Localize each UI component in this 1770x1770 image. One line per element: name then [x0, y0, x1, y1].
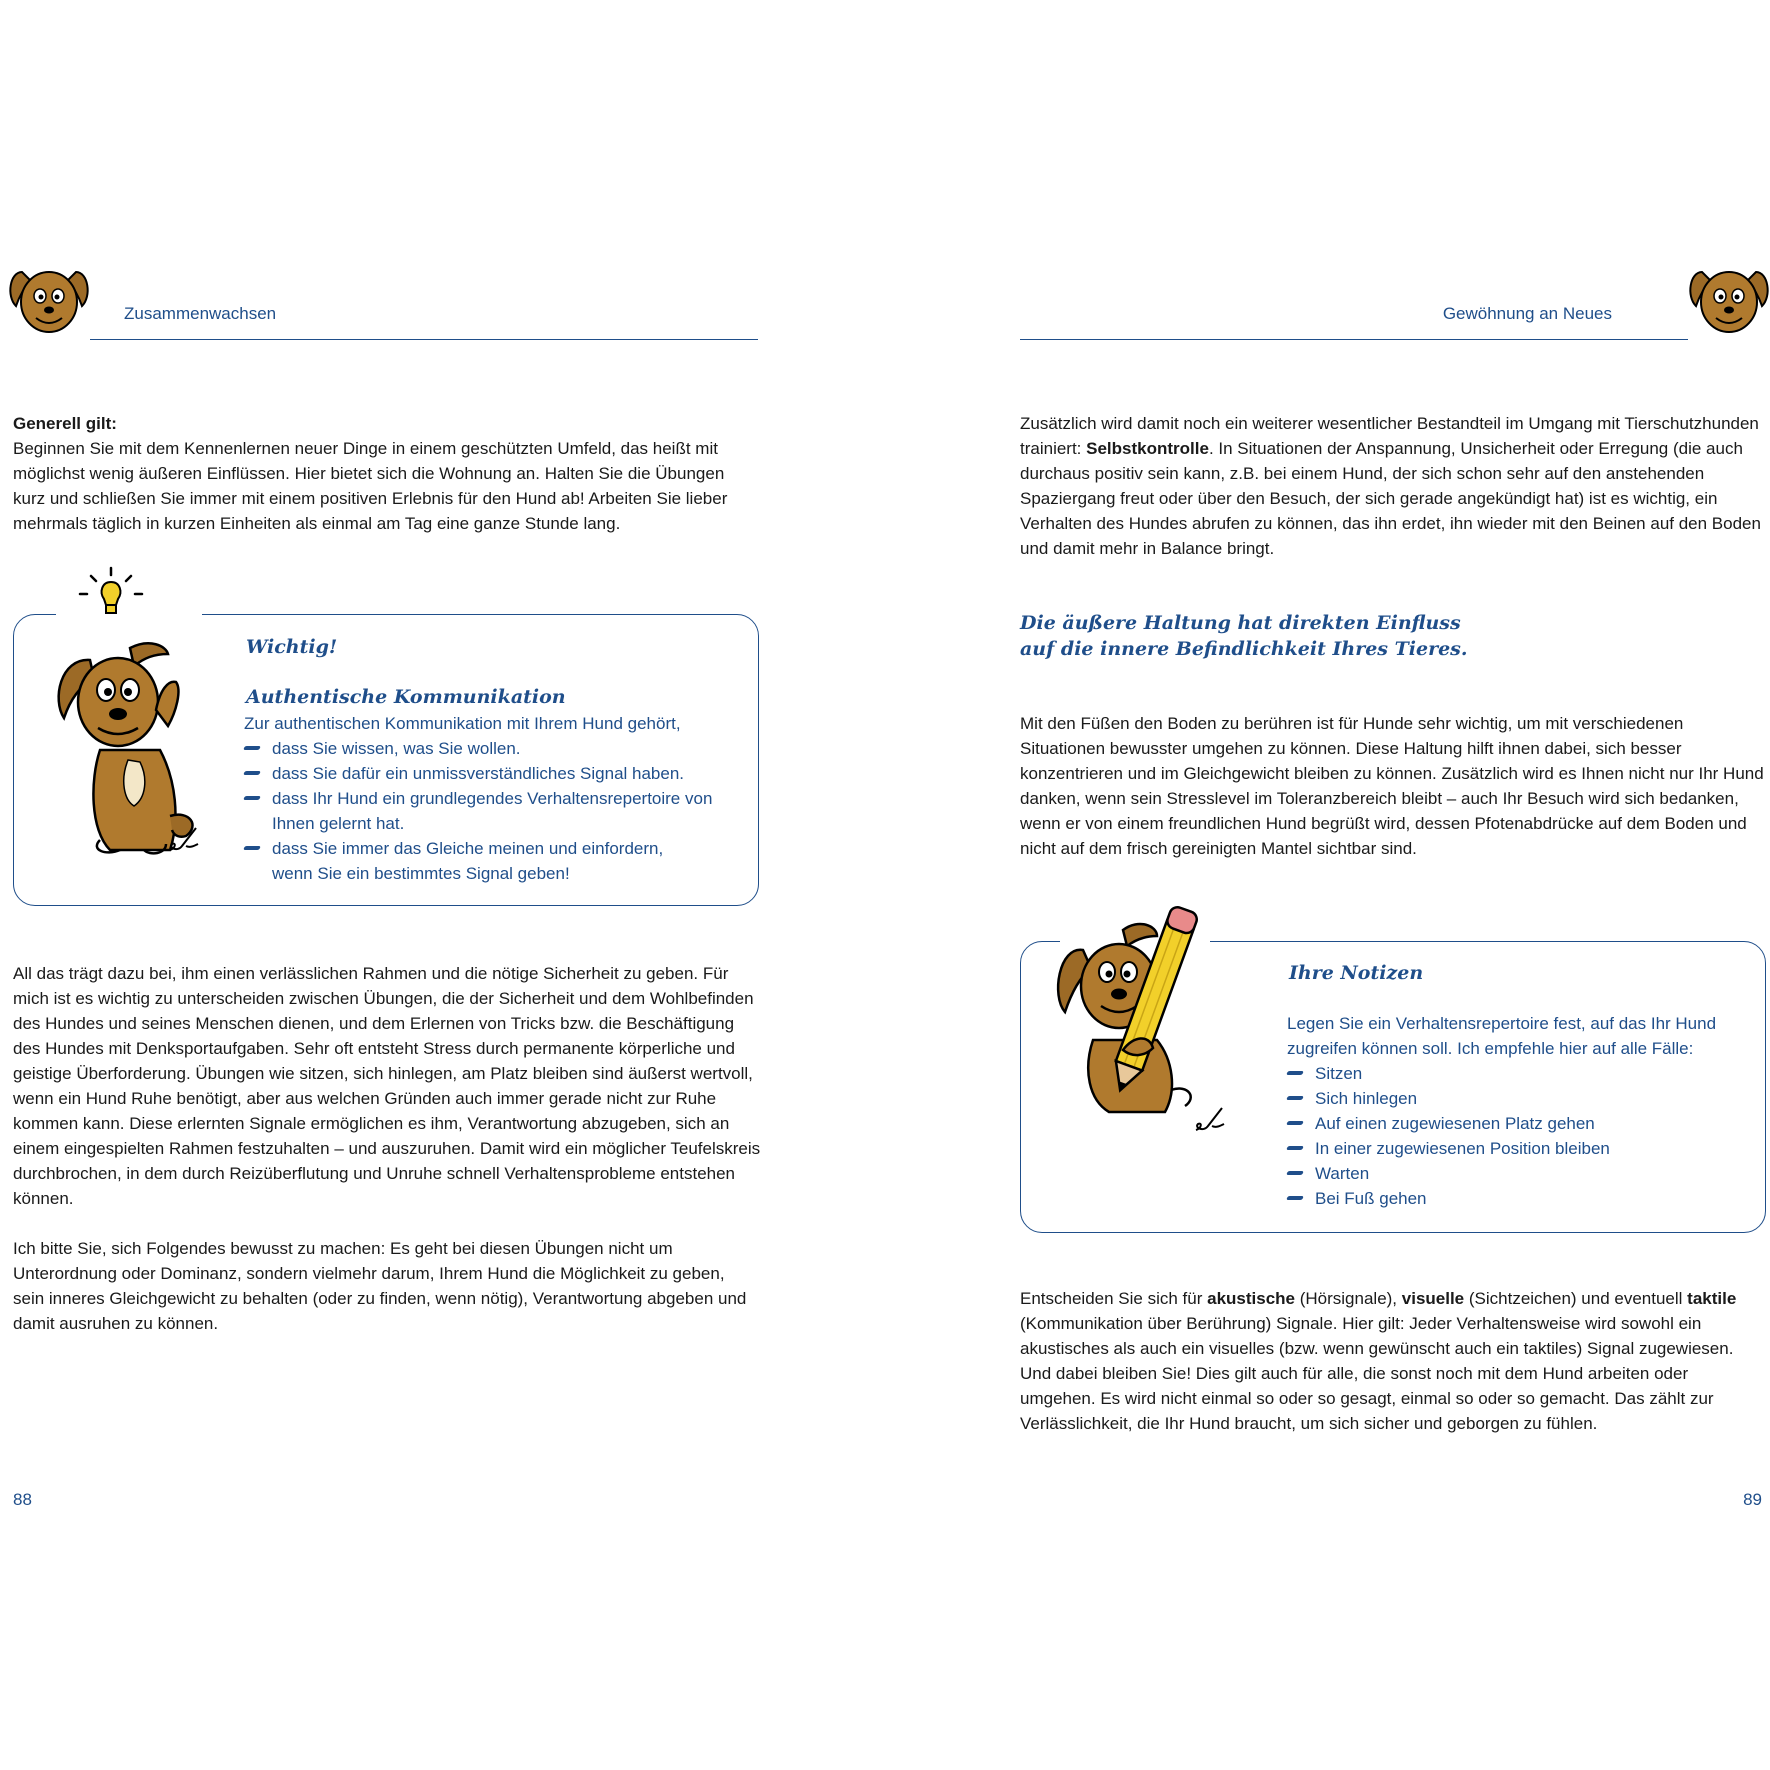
- list-item: dass Sie immer das Gleiche meinen und einfordern, wenn Sie ein bestimmtes Signal geben!: [244, 836, 692, 886]
- body-paragraph: Ich bitte Sie, sich Folgendes bewusst zu machen: Es geht bei diesen Übungen nicht um Unterordnung oder Dominanz, sondern vielmehr darum, Ihrem Hund die Möglichkeit zu geben, sein inneres Gleichgewicht zu behalten (oder zu finden, wenn nötig), Verantwortung abgeben und damit ausruhen zu können.: [13, 1239, 747, 1333]
- running-header: Gewöhnung an Neues: [1442, 304, 1612, 323]
- list-item: Sitzen: [1287, 1061, 1727, 1086]
- dash-bullet-icon: [1286, 1096, 1304, 1100]
- generell-heading: Generell gilt:: [13, 414, 117, 433]
- running-header: Zusammenwachsen: [124, 304, 277, 323]
- header-rule: [90, 339, 758, 340]
- list-item: Sich hinlegen: [1287, 1086, 1727, 1111]
- wichtig-intro: Zur authentischen Kommunikation mit Ihrem Hund gehört,: [244, 714, 681, 733]
- dog-head-icon: [1688, 262, 1770, 344]
- dash-bullet-icon: [1286, 1146, 1304, 1150]
- wichtig-title: Wichtig!: [246, 636, 338, 658]
- list-item: Auf einen zugewiesenen Platz gehen: [1287, 1111, 1727, 1136]
- list-item: dass Sie dafür ein unmissverständliches Signal haben.: [244, 761, 744, 786]
- pull-quote: Die äußere Haltung hat direkten Einfluss auf die innere Befindlichkeit Ihres Tieres.: [1020, 612, 1468, 660]
- header-rule: [1020, 339, 1688, 340]
- dash-bullet-icon: [243, 796, 261, 800]
- dash-bullet-icon: [1286, 1196, 1304, 1200]
- page-number: 88: [13, 1490, 32, 1509]
- generell-text: Beginnen Sie mit dem Kennenlernen neuer Dinge in einem geschützten Umfeld, das heißt mit möglichst wenig äußeren Einflüssen. Hier bietet sich die Wohnung an. Halten Sie die Übungen kurz und schließen Sie immer mit einem positiven Erlebnis für den Hund ab! Arbeiten Sie lieber mehrmals täglich in kurzen Einheiten als einmal am Tag eine ganze Stunde lang.: [13, 439, 728, 533]
- signature-icon: [168, 824, 202, 854]
- notizen-title: Ihre Notizen: [1289, 962, 1424, 984]
- wichtig-list: [244, 711, 744, 886]
- body-paragraph: All das trägt dazu bei, ihm einen verlässlichen Rahmen und die nötige Sicherheit zu geben. Für mich ist es wichtig zu unterscheiden zwischen Übungen, die der Sicherheit und dem Wohlbefinden des Hundes und seines Menschen dienen, und dem Erlernen von Tricks bzw. die Beschäftigung des Hundes mit Denksportaufgaben. Sehr oft entsteht Stress durch permanente körperliche und geistige Überforderung. Übungen wie sitzen, sich hinlegen, am Platz bleiben sind äußerst wertvoll, wenn ein Hund Ruhe benötigt, aber aus welchen Gründen auch immer gerade nicht zur Ruhe kommen kann. Diese erlernten Signale ermöglichen es ihm, Verantwortung abzugeben, sich an einem eingespielten Rahmen festzuhalten – und auszuruhen. Damit wird ein möglicher Teufelskreis durchbrochen, in dem durch Reizüberflutung und Unruhe schnell Verhaltensprobleme entstehen können.: [13, 964, 761, 1208]
- notizen-list: [1287, 1011, 1727, 1211]
- body-paragraph: Mit den Füßen den Boden zu berühren ist für Hunde sehr wichtig, um mit verschiedenen Situationen bewusster umgehen zu können. Diese Haltung hilft ihnen dabei, sich besser konzentrieren und im Gleichgewicht bleiben zu können. Zusätzlich wird es Ihnen nicht nur Ihr Hund danken, wenn sein Stresslevel im Toleranzbereich bleibt – auch Ihr Besuch wird sich bedanken, wenn er von einem freundlichen Hund begrüßt wird, dessen Pfotenabdrücke auf dem Boden und nicht auf dem frisch gereinigten Mantel sichtbar sind.: [1020, 714, 1764, 858]
- body-paragraph: Zusätzlich wird damit noch ein weiterer wesentlicher Bestandteil im Umgang mit Tierschutzhunden trainiert: Selbstkontrolle. In Situationen der Anspannung, Unsicherheit oder Erregung (die auch durchaus positiv sein kann, z.B. bei einem Hund, der sich schon sehr auf den anstehenden Spaziergang freut oder über den Besuch, der sich gerade angekündigt hat) ist es wichtig, ein Verhalten des Hundes abrufen zu können, das ihn erdet, ihn wieder mit den Beinen auf den Boden und damit mehr in Balance bringt.: [1020, 414, 1761, 558]
- wichtig-subtitle: Authentische Kommunikation: [246, 686, 566, 708]
- notizen-intro: Legen Sie ein Verhaltensrepertoire fest, auf das Ihr Hund zugreifen können soll. Ich empfehle hier auf alle Fälle:: [1287, 1014, 1717, 1058]
- right-page: [885, 0, 1770, 1770]
- dash-bullet-icon: [1286, 1171, 1304, 1175]
- list-item: Bei Fuß gehen: [1287, 1186, 1727, 1211]
- signature-icon: [1194, 1104, 1228, 1134]
- body-paragraph: Entscheiden Sie sich für akustische (Hörsignale), visuelle (Sichtzeichen) und eventuell taktile (Kommunikation über Berührung) Signale. Hier gilt: Jeder Verhaltensweise wird sowohl ein akustisches als auch ein visuelles (bzw. wenn gewünscht auch ein taktiles) Signal zugewiesen. Und dabei bleiben Sie! Dies gilt auch für alle, die sonst noch mit dem Hund arbeiten oder umgehen. Es wird nicht einmal so oder so gesagt, einmal so oder so gemacht. Das zählt zur Verlässlichkeit, die Ihr Hund braucht, um sich sicher und geborgen zu fühlen.: [1020, 1289, 1737, 1433]
- dash-bullet-icon: [243, 846, 261, 850]
- list-item: Warten: [1287, 1161, 1727, 1186]
- dash-bullet-icon: [243, 771, 261, 775]
- page-number: 89: [1743, 1490, 1762, 1509]
- dog-head-icon: [8, 262, 90, 344]
- dash-bullet-icon: [243, 746, 261, 750]
- dash-bullet-icon: [1286, 1071, 1304, 1075]
- lightbulb-icon: [78, 566, 144, 630]
- dog-with-pencil-illustration: [1053, 900, 1203, 1120]
- list-item: dass Sie wissen, was Sie wollen.: [244, 736, 744, 761]
- generell-section: [13, 411, 753, 536]
- list-item: dass Ihr Hund ein grundlegendes Verhaltensrepertoire von Ihnen gelernt hat.: [244, 786, 716, 836]
- list-item: In einer zugewiesenen Position bleiben: [1287, 1136, 1727, 1161]
- dash-bullet-icon: [1286, 1121, 1304, 1125]
